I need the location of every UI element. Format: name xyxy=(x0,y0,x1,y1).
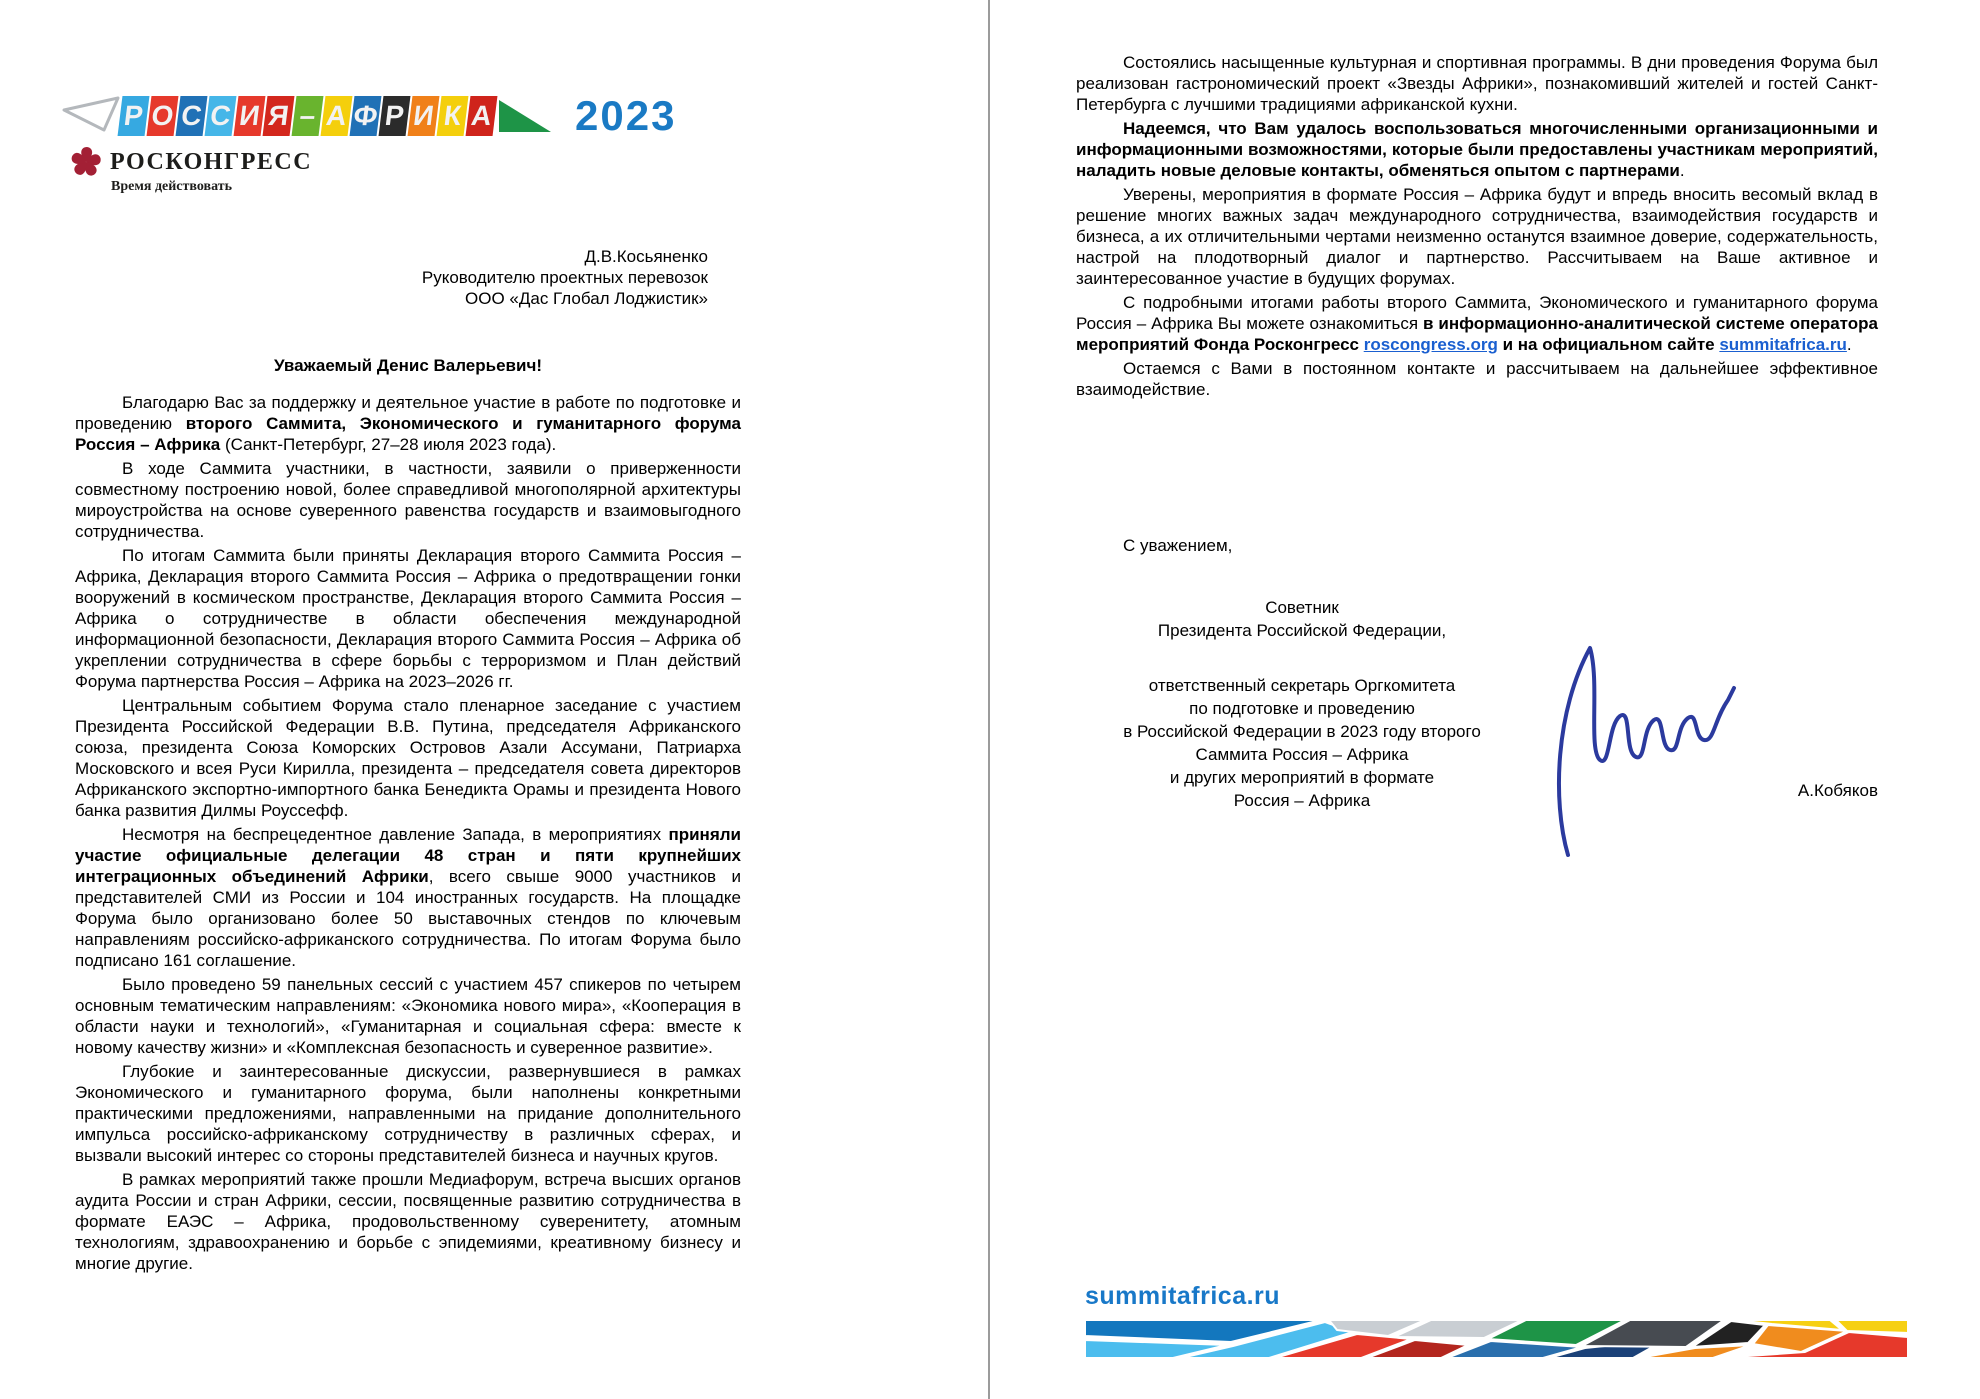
russia-africa-logo xyxy=(62,92,676,140)
text-run: С подробными итогами работы второго Саммита, Экономического и гуманитарного форума Россия – Африка Вы можете ознакомиться xyxy=(1076,293,1878,333)
signature-title-block xyxy=(1076,596,1528,812)
addressee-block xyxy=(378,246,708,309)
page1-body xyxy=(75,392,741,1277)
inline-link-roscongress-org[interactable]: roscongress.org xyxy=(1363,335,1498,354)
signature-title-line: Россия – Африка xyxy=(1233,791,1371,810)
text-run: Надеемся, что Вам удалось воспользоваться многочисленными организационными и информационными возможностями, которые были предоставлены участникам мероприятий, наладить новые деловые контакты, обменяться опытом с партнерами xyxy=(1076,119,1878,180)
paragraph xyxy=(1076,118,1878,181)
flag-end-icon xyxy=(497,96,553,136)
paragraph xyxy=(1076,52,1878,115)
logo-letter-tile: А xyxy=(466,96,498,136)
signature-title-line: по подготовке и проведению xyxy=(1189,699,1415,718)
roscongress-logo xyxy=(70,146,312,195)
signature-title-line: и других мероприятий в формате xyxy=(1169,768,1435,787)
text-run: второго Саммита, Экономического и гуманитарного форума Россия – Африка xyxy=(75,414,741,454)
paragraph xyxy=(1076,184,1878,289)
text-run: Состоялись насыщенные культурная и спортивная программы. В дни проведения Форума был реализован гастрономический проект «Звезды Африки», познакомивший жителей и гостей Санкт-Петербурга с лучшими традициями африканской кухни. xyxy=(1076,53,1878,114)
addressee-company: ООО «Дас Глобал Лоджистик» xyxy=(465,289,708,308)
text-run: В рамках мероприятий также прошли Медиафорум, встреча высших органов аудита России и стран Африки, сессии, посвященные развитию сотрудничества в формате ЕАЭС – Африка, продовольственному суверенитету, атомным технологиям, здравоохранению и борьбе с эпидемиями, креативному бизнесу и многие другие. xyxy=(75,1170,741,1273)
logo-letter-tile: И xyxy=(234,96,266,136)
text-run: Остаемся с Вами в постоянном контакте и рассчитываем на дальнейшее эффективное взаимодействие. xyxy=(1076,359,1878,399)
logo-letter-tile: И xyxy=(408,96,440,136)
roscongress-name: РОСКОНГРЕСС xyxy=(110,148,313,175)
logo-letter-tile: О xyxy=(147,96,179,136)
logo-letter-tile: А xyxy=(321,96,353,136)
paragraph xyxy=(1076,292,1878,355)
page-divider xyxy=(988,0,990,1399)
paragraph xyxy=(75,392,741,455)
text-run: . xyxy=(1679,161,1685,180)
text-run: в информационно-аналитической системе оператора мероприятий Фонда Росконгресс xyxy=(1076,314,1878,354)
text-run: В ходе Саммита участники, в частности, заявили о приверженности совместному построению новой, более справедливой многополярной архитектуры мироустройства на основе суверенного равенства государств и взаимовыгодного сотрудничества. xyxy=(75,459,741,541)
text-run: Глубокие и заинтересованные дискуссии, развернувшиеся в рамках Экономического и гуманитарного форума, были наполнены конкретными практическими предложениями, направленными на придание дополнительного импульса российско-африканскому сотрудничеству в различных сферах, и вызвали высокий интерес со стороны представителей бизнеса и научных кругов. xyxy=(75,1062,741,1165)
signature-title-line: Президента Российской Федерации, xyxy=(1157,621,1447,640)
logo-letter-tile: К xyxy=(437,96,469,136)
signature-title-group2 xyxy=(1076,674,1528,812)
text-run: Центральным событием Форума стало пленарное заседание с участием Президента Российской Федерации В.В. Путина, председателя Африканского союза, президента Союза Коморских Островов Азали Ассумани, Патриарха Московского и всея Руси Кирилла, президента – председателя совета директоров Африканского экспортно-импортного банка Бенедикта Орамы и президента Нового банка развития Дилмы Роуссефф. xyxy=(75,696,741,820)
paragraph xyxy=(75,695,741,821)
paragraph xyxy=(1076,358,1878,400)
text-run: (Санкт-Петербург, 27–28 июля 2023 года). xyxy=(220,435,557,454)
signature-title-line: Советник xyxy=(1265,598,1339,617)
text-run: приняли участие официальные делегации 48 стран и пяти крупнейших интеграционных объединений Африки xyxy=(75,825,741,886)
logo-year-label: 2023 xyxy=(575,92,677,139)
text-run: По итогам Саммита были приняты Декларация второго Саммита Россия – Африка, Декларация второго Саммита Россия – Африка о предотвращении гонки вооружений в космическом пространстве, Декларация второго Саммита Россия – Африка о сотрудничестве в области обеспечения международной информационной безопасности, Декларация второго Саммита Россия – Африка об укреплении сотрудничества в сфере борьбы с терроризмом и План действий Форума партнерства Россия – Африка на 2023–2026 гг. xyxy=(75,546,741,691)
logo-letter-tile: Я xyxy=(263,96,295,136)
roscongress-rose-icon xyxy=(70,146,102,178)
signer-name: А.Кобяков xyxy=(1797,781,1878,800)
logo-letter-tile: Р xyxy=(118,96,150,136)
logo-letter-tiles xyxy=(120,96,497,136)
signature-title-line: в Российской Федерации в 2023 году второго xyxy=(1123,722,1481,741)
paragraph xyxy=(75,974,741,1058)
logo-letter-tile: Р xyxy=(379,96,411,136)
addressee-position: Руководителю проектных перевозок xyxy=(421,268,708,287)
page2-body xyxy=(1076,52,1878,403)
signature-title-line: ответственный секретарь Оргкомитета xyxy=(1148,676,1456,695)
addressee-name: Д.В.Косьяненко xyxy=(584,247,708,266)
text-run: Благодарю Вас за поддержку и деятельное участие в работе по подготовке и проведению xyxy=(75,393,741,433)
handwritten-signature xyxy=(1538,630,1738,868)
closing-phrase: С уважением, xyxy=(1123,536,1233,555)
signature-title-line: Саммита Россия – Африка xyxy=(1195,745,1409,764)
paragraph xyxy=(75,458,741,542)
paragraph xyxy=(75,824,741,971)
signature-title-group1 xyxy=(1076,596,1528,642)
paragraph xyxy=(75,1169,741,1274)
paragraph xyxy=(75,545,741,692)
footer-color-stripe xyxy=(1085,1320,1908,1358)
paragraph xyxy=(75,1061,741,1166)
logo-letter-tile: – xyxy=(292,96,324,136)
roscongress-tagline: Время действовать xyxy=(111,179,232,194)
text-run: Было проведено 59 панельных сессий с участием 457 спикеров по четырем основным тематическим направлениям: «Экономика нового мира», «Кооперация в области науки и технологий», «Гуманитарная и социальная сфера: вместе к новому качеству жизни» и «Комплексная безопасность и суверенное развитие». xyxy=(75,975,741,1057)
stripe-shape xyxy=(1836,1320,1908,1333)
logo-letter-tile: С xyxy=(205,96,237,136)
footer-site-link[interactable]: summitafrica.ru xyxy=(1085,1282,1281,1310)
text-run: . xyxy=(1846,335,1852,354)
flag-start-icon xyxy=(62,96,120,136)
logo-letter-tile: С xyxy=(176,96,208,136)
text-run: Уверены, мероприятия в формате Россия – Африка будут и впредь вносить весомый вклад в решение многих важных задач международного сотрудничества, взаимодействия государств и бизнеса, а их отличительными чертами неизменно останутся взаимное доверие, содержательность, настрой на плодотворный диалог и партнерство. Рассчитываем на Ваше активное и заинтересованное участие в будущих форумах. xyxy=(1076,185,1878,288)
text-run: и на официальном сайте xyxy=(1497,335,1720,354)
logo-letter-tile: Ф xyxy=(350,96,382,136)
text-run: , всего свыше 9000 участников и представителей СМИ из России и 104 иностранных государств. На площадке Форума было организовано более 50 выставочных стендов по ключевым направлениям российско-африканского сотрудничества. По итогам Форума было подписано 161 соглашение. xyxy=(75,867,741,970)
text-run: Несмотря на беспрецедентное давление Запада, в мероприятиях xyxy=(122,825,669,844)
inline-link-summitafrica-ru[interactable]: summitafrica.ru xyxy=(1719,335,1847,354)
salutation: Уважаемый Денис Валерьевич! xyxy=(274,356,542,375)
